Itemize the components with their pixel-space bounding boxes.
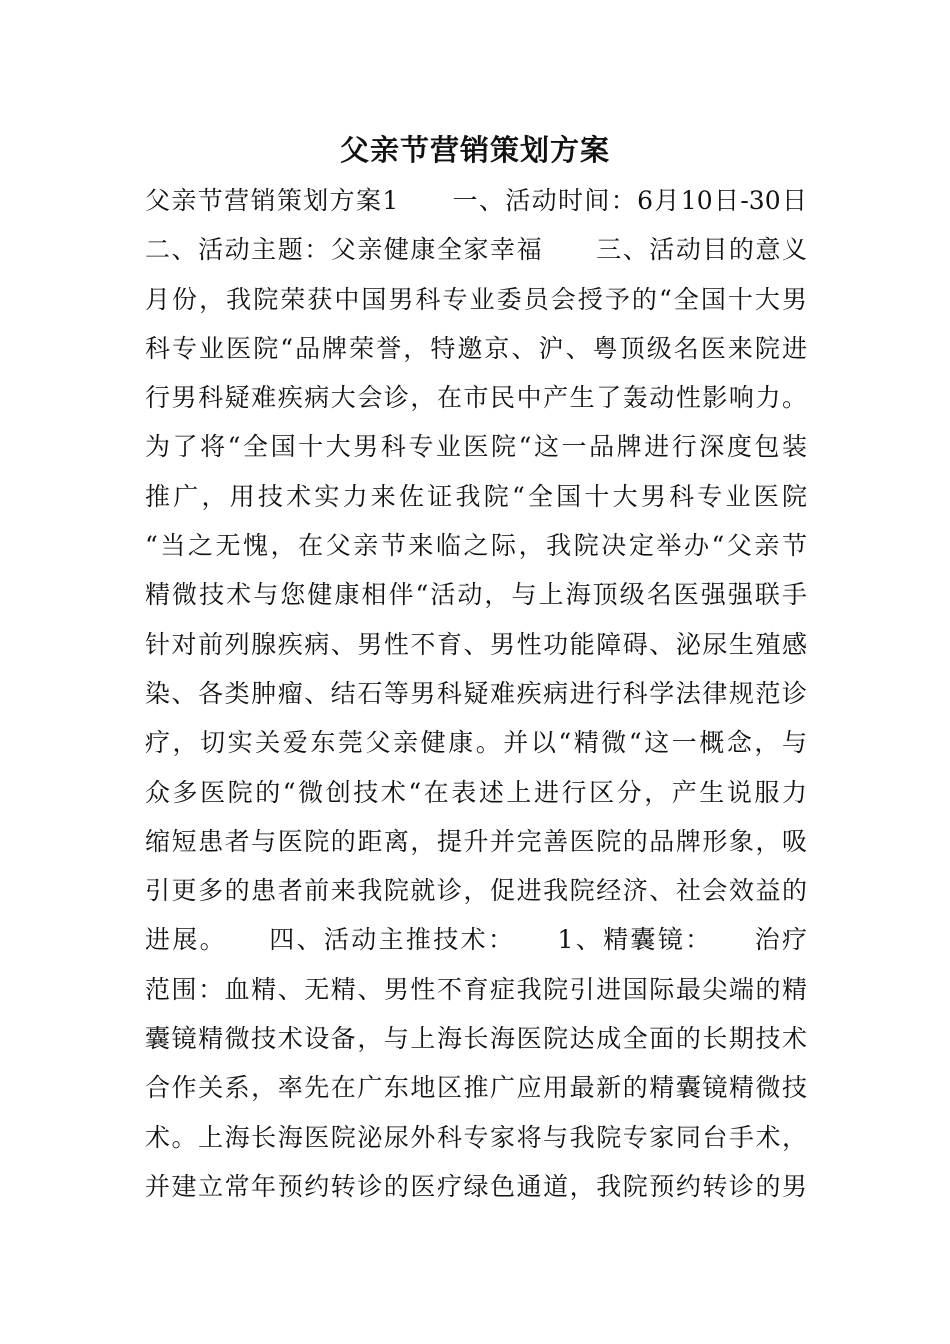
body-line: 染、各类肿瘤、结石等男科疑难疾病进行科学法律规范诊 (145, 678, 807, 708)
body-line: “当之无愧，在父亲节来临之际，我院决定举办“父亲节 (145, 531, 807, 561)
body-line: 众多医院的“微创技术“在表述上进行区分，产生说服力 (145, 777, 807, 807)
body-line: 精微技术与您健康相伴“活动，与上海顶级名医强强联手 (145, 580, 807, 610)
body-line: 并建立常年预约转诊的医疗绿色通道，我院预约转诊的男 (145, 1171, 807, 1201)
body-line: 缩短患者与医院的距离，提升并完善医院的品牌形象，吸 (145, 826, 807, 856)
body-line: 进展。 四、活动主推技术： 1、精囊镜： 治疗 (145, 925, 807, 955)
body-line: 父亲节营销策划方案1 一、活动时间：6月10日-30日 (145, 186, 807, 215)
body-line: 科专业医院“品牌荣誉，特邀京、沪、粤顶级名医来院进 (145, 333, 807, 363)
body-line: 合作关系，率先在广东地区推广应用最新的精囊镜精微技 (145, 1073, 807, 1103)
body-line: 为了将“全国十大男科专业医院“这一品牌进行深度包装 (145, 432, 807, 462)
body-line: 推广，用技术实力来佐证我院“全国十大男科专业医院 (145, 481, 807, 511)
body-line: 疗，切实关爱东莞父亲健康。并以“精微“这一概念，与 (145, 728, 807, 758)
body-line: 范围：血精、无精、男性不育症我院引进国际最尖端的精 (145, 974, 807, 1004)
body-line: 二、活动主题：父亲健康全家幸福 三、活动目的意义 (145, 235, 807, 265)
body-line: 行男科疑难疾病大会诊，在市民中产生了轰动性影响力。 (145, 383, 807, 413)
body-line: 囊镜精微技术设备，与上海长海医院达成全面的长期技术 (145, 1024, 807, 1054)
body-line: 术。上海长海医院泌尿外科专家将与我院专家同台手术， (145, 1122, 807, 1152)
body-line: 引更多的患者前来我院就诊，促进我院经济、社会效益的 (145, 876, 807, 906)
body-line: 针对前列腺疾病、男性不育、男性功能障碍、泌尿生殖感 (145, 629, 807, 659)
document-title: 父亲节营销策划方案 (339, 133, 610, 167)
document-body (145, 176, 807, 1211)
body-line: 月份，我院荣获中国男科专业委员会授予的“全国十大男 (145, 284, 807, 314)
